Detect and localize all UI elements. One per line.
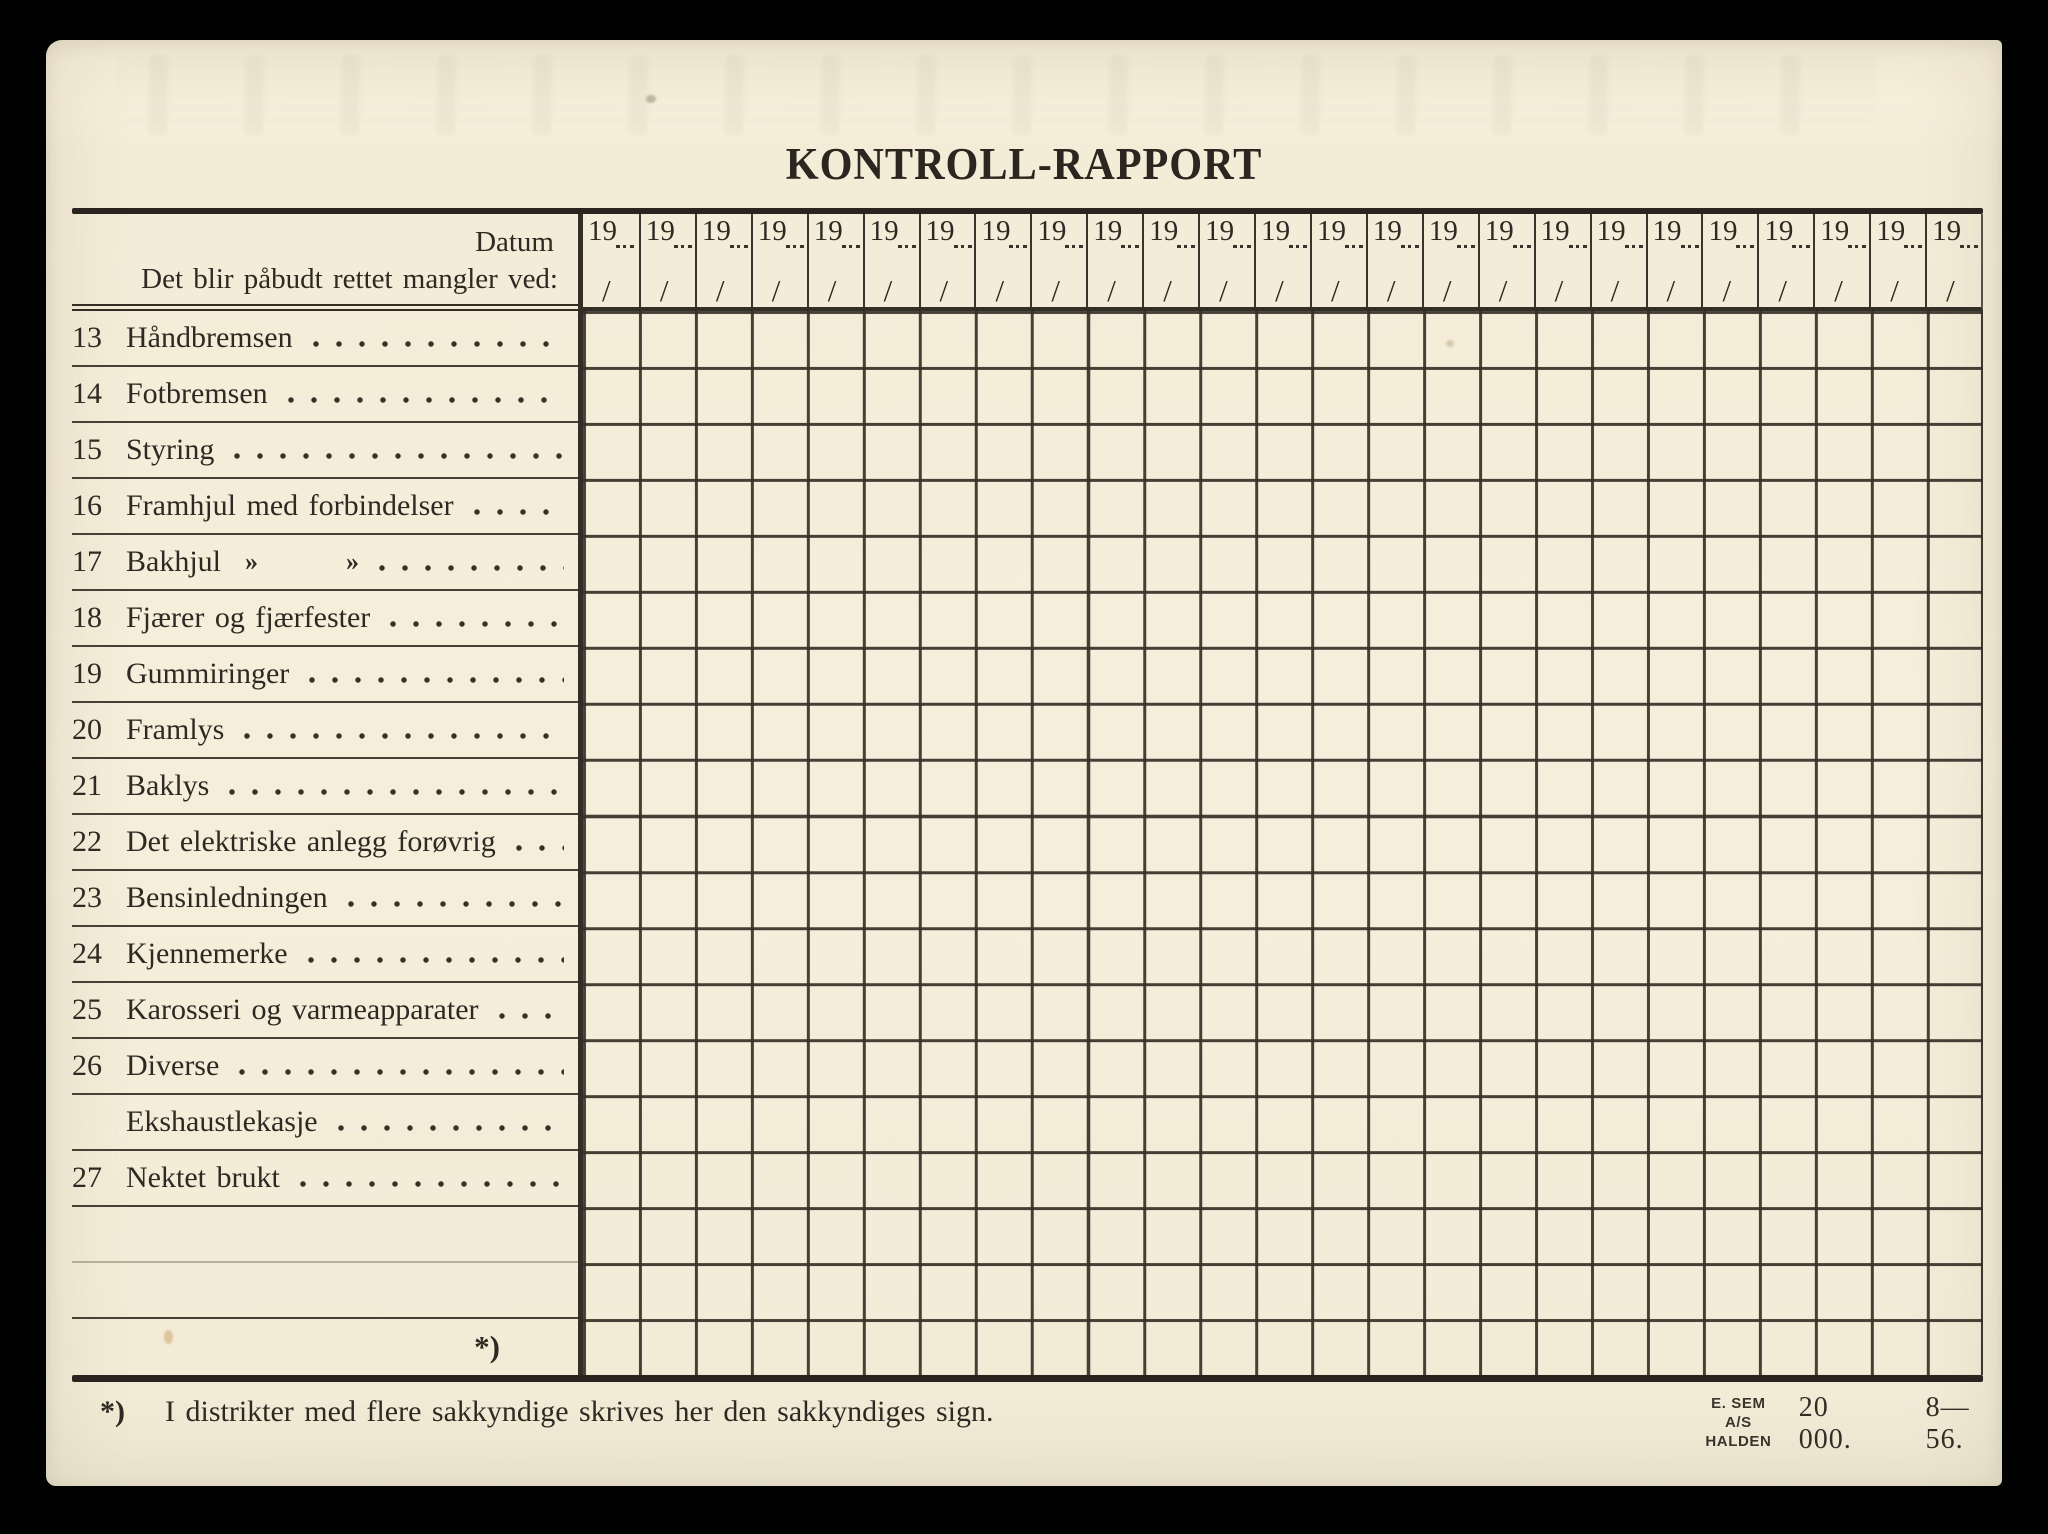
year-fill-dots	[730, 245, 748, 248]
year-fill-dots	[674, 245, 692, 248]
printer-name-line1: E. SEM A/S	[1711, 1395, 1766, 1431]
year-fill-dots	[954, 245, 972, 248]
year-label: 19	[925, 215, 955, 247]
year-fill-dots	[1345, 245, 1363, 248]
ditto-mark: »	[346, 547, 359, 576]
year-label: 19	[1316, 215, 1346, 247]
day-slash: /	[827, 273, 837, 308]
year-fill-dots	[1625, 245, 1643, 248]
year-fill-dots	[1960, 245, 1978, 248]
day-slash: /	[1946, 273, 1955, 308]
year-label: 19	[1708, 215, 1738, 247]
print-date: 8—56.	[1925, 1392, 1970, 1455]
year-fill-dots	[1401, 245, 1419, 248]
dot-leader	[313, 341, 564, 349]
table-body	[72, 311, 1983, 1375]
year-label: 19	[1372, 215, 1402, 247]
day-slash: /	[995, 273, 1005, 308]
date-column-header	[1310, 214, 1366, 307]
row-number: 18	[72, 601, 102, 634]
dot-leader	[390, 621, 564, 629]
row-label: Karosseri og varmeapparater	[126, 993, 479, 1026]
print-run: 20 000.	[1798, 1392, 1852, 1455]
date-column-header	[639, 214, 695, 307]
year-fill-dots	[1121, 245, 1139, 248]
day-slash: /	[1330, 273, 1340, 308]
date-column-header	[974, 214, 1030, 307]
date-column-header	[807, 214, 863, 307]
date-column-header	[919, 214, 975, 307]
row-label: Diverse	[126, 1049, 220, 1082]
year-label: 19	[1093, 215, 1123, 247]
day-slash: /	[1163, 273, 1172, 308]
year-label: 19	[1149, 215, 1179, 247]
dot-leader	[308, 957, 564, 965]
year-label: 19	[1037, 215, 1067, 247]
row-label: Fotbremsen	[126, 377, 268, 410]
row-number: 17	[72, 545, 102, 578]
year-label: 19	[813, 215, 843, 247]
footnote-marker: *)	[100, 1395, 125, 1428]
row-label: Baklys	[126, 769, 210, 802]
row-label: Framhjul med forbindelser	[126, 489, 454, 522]
year-fill-dots	[1569, 245, 1587, 248]
date-column-header	[1198, 214, 1254, 307]
ink-ghosting-smudge	[116, 56, 1876, 134]
date-column-header	[863, 214, 919, 307]
row-number: 21	[72, 769, 102, 802]
row-label: Det elektriske anlegg forøvrig	[126, 825, 496, 858]
table-row	[72, 1263, 578, 1319]
year-label: 19	[1428, 215, 1458, 247]
year-fill-dots	[1177, 245, 1195, 248]
year-label: 19	[645, 215, 675, 247]
day-slash: /	[1051, 273, 1060, 308]
table-row	[72, 871, 578, 927]
row-label: Styring	[126, 433, 215, 466]
row-footnote-mark: *)	[474, 1329, 500, 1364]
date-column-header	[1086, 214, 1142, 307]
date-column-header	[583, 214, 639, 307]
year-label: 19	[757, 215, 787, 247]
scanned-form-sheet	[46, 40, 2002, 1486]
inspection-table	[72, 208, 1983, 1429]
table-row	[72, 311, 578, 367]
table-row	[72, 535, 578, 591]
year-fill-dots	[1457, 245, 1475, 248]
year-fill-dots	[1904, 245, 1922, 248]
year-fill-dots	[1233, 245, 1251, 248]
datum-label: Datum	[475, 226, 554, 258]
dot-leader	[300, 1181, 564, 1189]
year-label: 19	[701, 215, 731, 247]
year-label: 19	[1484, 215, 1514, 247]
row-number: 27	[72, 1161, 102, 1194]
day-slash: /	[1666, 273, 1676, 308]
year-fill-dots	[1848, 245, 1866, 248]
printer-numbers	[1799, 1392, 2002, 1456]
table-row	[72, 1039, 578, 1095]
printer-name-line2: HALDEN	[1705, 1432, 1772, 1450]
day-slash: /	[1722, 273, 1732, 308]
row-label: Ekshaustlekasje	[126, 1105, 318, 1138]
year-fill-dots	[1009, 245, 1027, 248]
day-slash: /	[1890, 273, 1899, 308]
row-label: Framlys	[126, 713, 225, 746]
dot-leader	[348, 901, 564, 909]
dot-leader	[499, 1013, 565, 1021]
date-header-row	[578, 214, 1983, 311]
table-row	[72, 815, 578, 871]
footnote	[72, 1395, 1983, 1429]
dot-leader	[288, 397, 564, 405]
table-row	[72, 1319, 578, 1375]
row-number: 20	[72, 713, 102, 746]
year-label: 19	[1652, 215, 1682, 247]
foxing-spot	[646, 95, 656, 103]
row-label: Fjærer og fjærfester	[126, 601, 371, 634]
table-row	[72, 367, 578, 423]
row-number: 16	[72, 489, 102, 522]
date-column-header	[1030, 214, 1086, 307]
row-number: 26	[72, 1049, 102, 1082]
table-bottom-rule	[72, 1375, 1983, 1382]
table-row	[72, 479, 578, 535]
footnote-text: I distrikter med flere sakkyndige skrives her den sakkyndiges sign.	[165, 1395, 994, 1428]
date-column-header	[1590, 214, 1646, 307]
table-row	[72, 927, 578, 983]
date-column-header	[1478, 214, 1534, 307]
year-fill-dots	[616, 245, 634, 248]
date-column-header	[1254, 214, 1310, 307]
row-number: 14	[72, 377, 102, 410]
table-row	[72, 703, 578, 759]
printer-name	[1698, 1395, 1779, 1451]
year-fill-dots	[1736, 245, 1754, 248]
date-column-header	[751, 214, 807, 307]
day-slash: /	[1610, 273, 1620, 308]
year-fill-dots	[786, 245, 804, 248]
row-number: 13	[72, 321, 102, 354]
date-column-header	[1925, 214, 1981, 307]
dot-leader	[338, 1125, 564, 1133]
day-slash: /	[883, 273, 893, 308]
date-column-header	[1366, 214, 1422, 307]
year-label: 19	[1205, 215, 1235, 247]
date-column-header	[1534, 214, 1590, 307]
inspection-grid	[578, 311, 1983, 1375]
header-left-cell	[72, 214, 578, 311]
dot-leader	[379, 565, 564, 573]
table-row	[72, 647, 578, 703]
day-slash: /	[939, 273, 949, 308]
table-row	[72, 1095, 578, 1151]
dot-leader	[229, 789, 564, 797]
row-label: Gummiringer	[126, 657, 290, 690]
year-label: 19	[869, 215, 899, 247]
date-column-header	[1813, 214, 1869, 307]
date-column-header	[1142, 214, 1198, 307]
row-number: 25	[72, 993, 102, 1026]
day-slash: /	[602, 273, 611, 308]
date-column-header	[1701, 214, 1757, 307]
year-fill-dots	[1681, 245, 1699, 248]
dot-leader	[474, 509, 564, 517]
row-number: 15	[72, 433, 102, 466]
dot-leader	[309, 677, 564, 685]
table-row	[72, 1207, 578, 1263]
row-label: Håndbremsen	[126, 321, 293, 354]
year-label: 19	[1820, 215, 1850, 247]
day-slash: /	[1386, 273, 1396, 308]
day-slash: /	[1834, 273, 1843, 308]
year-fill-dots	[898, 245, 916, 248]
label-rows	[72, 311, 578, 1375]
day-slash: /	[715, 273, 725, 308]
year-label: 19	[1261, 215, 1291, 247]
row-label: Bensinledningen	[126, 881, 328, 914]
row-number: 22	[72, 825, 102, 858]
year-label: 19	[1540, 215, 1570, 247]
printer-imprint	[1698, 1392, 2002, 1456]
date-column-header	[1869, 214, 1925, 307]
day-slash: /	[1778, 273, 1787, 308]
dot-leader	[234, 453, 564, 461]
year-label: 19	[981, 215, 1011, 247]
year-label: 19	[1932, 215, 1962, 247]
date-column-header	[695, 214, 751, 307]
day-slash: /	[1107, 273, 1116, 308]
year-fill-dots	[1065, 245, 1083, 248]
row-number: 24	[72, 937, 102, 970]
row-label: Bakhjul	[126, 545, 221, 578]
year-fill-dots	[1289, 245, 1307, 248]
form-title: KONTROLL-RAPPORT	[785, 139, 1263, 189]
day-slash: /	[1275, 273, 1284, 308]
row-label: Kjennemerke	[126, 937, 288, 970]
date-column-header	[1757, 214, 1813, 307]
day-slash: /	[1219, 273, 1228, 308]
dot-leader	[516, 845, 564, 853]
table-row	[72, 423, 578, 479]
year-label: 19	[588, 215, 617, 247]
date-column-header	[1646, 214, 1702, 307]
day-slash: /	[659, 273, 669, 308]
table-row	[72, 1151, 578, 1207]
table-row	[72, 983, 578, 1039]
table-row	[72, 591, 578, 647]
row-number: 19	[72, 657, 102, 690]
day-slash: /	[1442, 273, 1452, 308]
dot-leader	[244, 733, 564, 741]
table-row	[72, 759, 578, 815]
left-column-heading: Det blir påbudt rettet mangler ved:	[141, 263, 558, 295]
day-slash: /	[1554, 273, 1564, 308]
year-fill-dots	[842, 245, 860, 248]
year-label: 19	[1596, 215, 1626, 247]
table-header	[72, 214, 1983, 311]
year-fill-dots	[1792, 245, 1810, 248]
year-label: 19	[1764, 215, 1794, 247]
dot-leader	[239, 1069, 564, 1077]
day-slash: /	[1498, 273, 1508, 308]
date-column-header	[1422, 214, 1478, 307]
year-label: 19	[1876, 215, 1906, 247]
year-fill-dots	[1513, 245, 1531, 248]
row-label: Nektet brukt	[126, 1161, 280, 1194]
ditto-mark: »	[245, 547, 258, 576]
day-slash: /	[771, 273, 781, 308]
row-number: 23	[72, 881, 102, 914]
